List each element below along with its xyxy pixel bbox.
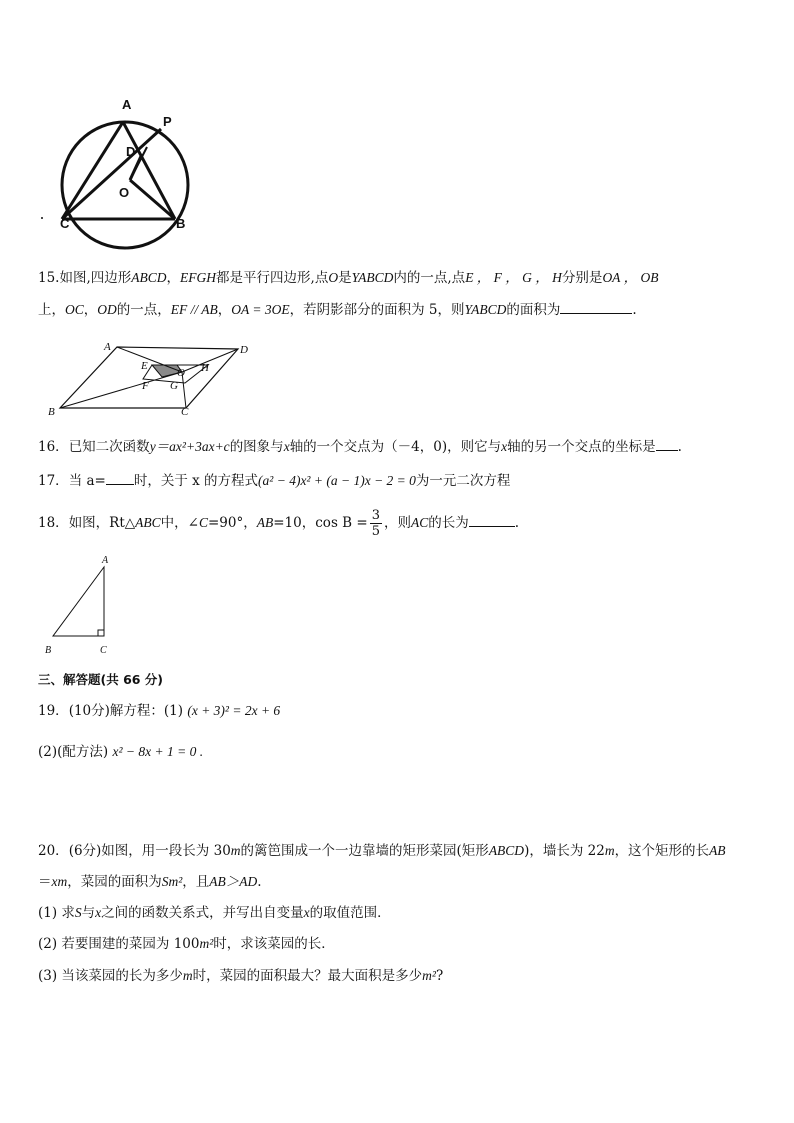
- svg-text:H: H: [201, 362, 209, 374]
- right-angle-mark: [98, 630, 104, 636]
- label-p: P: [163, 114, 172, 129]
- svg-text:G: G: [170, 380, 178, 392]
- svg-text:D: D: [240, 344, 248, 356]
- q18: 18．如图，Rt△ABC中，∠C=90°，AB=10，cos B = $\frac{3}{5}$ ，则AC的长为 .: [38, 508, 520, 539]
- figure-right-triangle: [38, 552, 128, 660]
- segment-ob: [130, 180, 175, 219]
- q20-sub1: (1) 求S与x之间的函数关系式，并写出自变量x的取值范围．: [38, 905, 391, 921]
- q19-part2: (2)(配方法) x² − 8x + 1 = 0 .: [38, 744, 204, 760]
- svg-text:C: C: [100, 645, 107, 656]
- answer-blank[interactable]: [106, 470, 134, 485]
- label-b: B: [176, 216, 186, 231]
- label-c: C: [60, 216, 70, 231]
- q16: 16．已知二次函数y＝ax²+3ax+c的图象与x轴的一个交点为（－4，0)，则它与x轴的另一个交点的坐标是 .: [38, 436, 682, 457]
- svg-text:C: C: [181, 406, 189, 418]
- stray-dot: [41, 217, 43, 219]
- answer-blank[interactable]: [560, 299, 632, 314]
- fraction: $\frac{3}{5}$: [371, 508, 380, 539]
- triangle-abc: [53, 567, 104, 636]
- svg-text:B: B: [45, 645, 52, 656]
- label-a: A: [122, 97, 132, 112]
- label-d: D: [126, 144, 136, 159]
- figure-circle-triangle: [30, 92, 210, 262]
- figure-parallelograms: [40, 335, 270, 420]
- answer-blank[interactable]: [469, 512, 515, 527]
- answer-blank[interactable]: [656, 436, 678, 451]
- q15-line1: 15.如图,四边形ABCD，EFGH都是平行四边形,点O是YABCD内的一点,点E ， F ， G ， H分别是OA ， OB: [38, 270, 659, 286]
- label-o: O: [119, 185, 130, 200]
- svg-text:B: B: [48, 406, 55, 418]
- svg-text:E: E: [141, 360, 148, 372]
- q20-line1: 20．(6分)如图，用一段长为 30m的篱笆围成一个一边靠墙的矩形菜园(矩形ABCD)，墙长为 22m，这个矩形的长AB: [38, 843, 726, 859]
- parallelogram-abcd: [60, 347, 238, 408]
- diag-do: [182, 349, 238, 372]
- svg-text:F: F: [142, 380, 149, 392]
- q20-sub2: (2) 若要围建的菜园为 100m²时，求该菜园的长．: [38, 936, 335, 952]
- svg-text:A: A: [104, 341, 111, 353]
- q20-sub3: (3) 当该菜园的长为多少m时，菜园的面积最大？最大面积是多少m²?: [38, 968, 444, 984]
- svg-text:A: A: [102, 555, 109, 566]
- q20-line2: ＝xm，菜园的面积为Sm²，且AB＞AD.: [38, 874, 262, 890]
- q17: 17．当 a= 时，关于 x 的方程式(a² − 4)x² + (a − 1)x − 2 = 0为一元二次方程: [38, 470, 510, 491]
- section-title: 三、解答题(共 66 分): [38, 672, 164, 687]
- svg-text:O: O: [177, 367, 185, 379]
- q19-part1: 19．(10分)解方程：(1) (x + 3)² = 2x + 6: [38, 703, 281, 719]
- q15-line2: 上，OC，OD的一点，EF // AB，OA = 3OE，若阴影部分的面积为 5，则YABCD的面积为 .: [38, 299, 637, 320]
- diag-bo: [60, 372, 182, 408]
